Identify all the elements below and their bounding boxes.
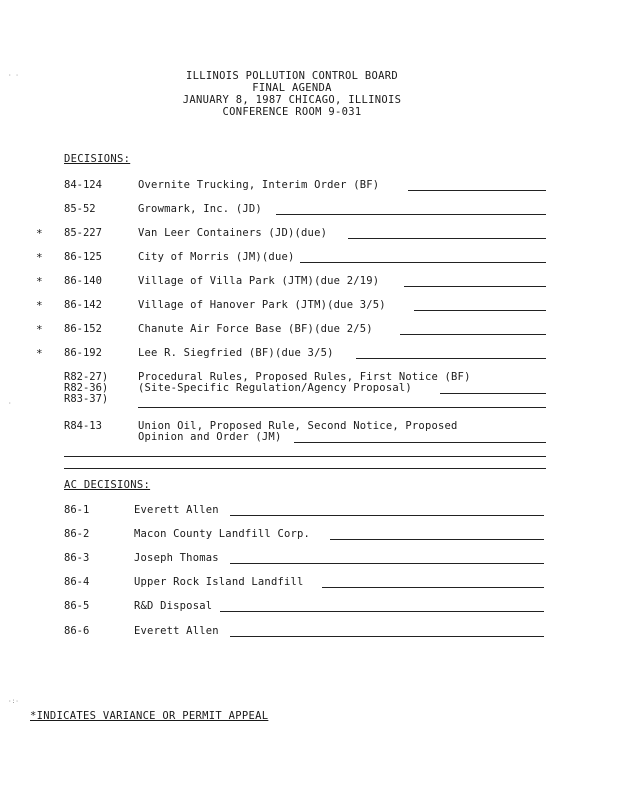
signature-line: [220, 611, 544, 612]
docket-number: 86-1: [64, 504, 90, 516]
docket-number: R84-13: [64, 420, 102, 432]
case-title: Van Leer Containers (JD)(due): [138, 227, 328, 239]
docket-number: 86-152: [64, 323, 102, 335]
signature-line: [440, 393, 546, 394]
docket-number: 85-52: [64, 203, 96, 215]
docket-number: 86-4: [64, 576, 90, 588]
signature-line: [138, 407, 546, 408]
case-title: Village of Villa Park (JTM)(due 2/19): [138, 275, 380, 287]
docket-number: R82-27): [64, 371, 109, 383]
case-title: Overnite Trucking, Interim Order (BF): [138, 179, 380, 191]
case-title: Joseph Thomas: [134, 552, 219, 564]
signature-line: [230, 636, 544, 637]
case-title: Procedural Rules, Proposed Rules, First Notice (BF): [138, 371, 471, 383]
case-title: Union Oil, Proposed Rule, Second Notice, Proposed: [138, 420, 458, 432]
docket-number: 84-124: [64, 179, 102, 191]
case-title: Chanute Air Force Base (BF)(due 2/5): [138, 323, 373, 335]
signature-line: [276, 214, 546, 215]
docket-number: 86-5: [64, 600, 90, 612]
docket-number: 86-192: [64, 347, 102, 359]
signature-line: [400, 334, 546, 335]
header-room: CONFERENCE ROOM 9-031: [222, 106, 362, 118]
variance-marker: *: [36, 347, 43, 360]
decisions-heading: DECISIONS:: [64, 153, 131, 165]
ac-decisions-heading: AC DECISIONS:: [64, 479, 151, 491]
scan-speck: ·:·: [8, 698, 19, 705]
header-subtitle: FINAL AGENDA: [252, 82, 332, 94]
docket-number: 86-2: [64, 528, 90, 540]
signature-line: [322, 587, 544, 588]
case-title-continued: (Site-Specific Regulation/Agency Proposal): [138, 382, 412, 394]
docket-number: R83-37): [64, 393, 109, 405]
signature-line: [414, 310, 546, 311]
signature-line: [230, 563, 544, 564]
case-title: Upper Rock Island Landfill: [134, 576, 304, 588]
header-title: ILLINOIS POLLUTION CONTROL BOARD: [186, 70, 398, 82]
signature-line: [64, 456, 546, 457]
signature-line: [408, 190, 546, 191]
scan-speck: · ·: [8, 72, 19, 79]
signature-line: [64, 468, 546, 469]
variance-marker: *: [36, 275, 43, 288]
docket-number: 86-125: [64, 251, 102, 263]
docket-number: 86-6: [64, 625, 90, 637]
variance-marker: *: [36, 299, 43, 312]
footer-note: *INDICATES VARIANCE OR PERMIT APPEAL: [30, 710, 269, 722]
variance-marker: *: [36, 251, 43, 264]
signature-line: [300, 262, 546, 263]
docket-number: 86-142: [64, 299, 102, 311]
case-title: Village of Hanover Park (JTM)(due 3/5): [138, 299, 386, 311]
variance-marker: *: [36, 323, 43, 336]
docket-number: 86-3: [64, 552, 90, 564]
case-title: R&D Disposal: [134, 600, 213, 612]
signature-line: [348, 238, 546, 239]
case-title: Lee R. Siegfried (BF)(due 3/5): [138, 347, 334, 359]
docket-number: 85-227: [64, 227, 102, 239]
docket-number: R82-36): [64, 382, 109, 394]
header-date-location: JANUARY 8, 1987 CHICAGO, ILLINOIS: [182, 94, 402, 106]
variance-marker: *: [36, 227, 43, 240]
case-title: Macon County Landfill Corp.: [134, 528, 311, 540]
signature-line: [404, 286, 546, 287]
scan-speck: ·: [8, 400, 12, 407]
signature-line: [330, 539, 544, 540]
case-title: Growmark, Inc. (JD): [138, 203, 262, 215]
signature-line: [356, 358, 546, 359]
case-title: City of Morris (JM)(due): [138, 251, 295, 263]
docket-number: 86-140: [64, 275, 102, 287]
case-title-continued: Opinion and Order (JM): [138, 431, 282, 443]
case-title: Everett Allen: [134, 504, 219, 516]
signature-line: [294, 442, 546, 443]
signature-line: [230, 515, 544, 516]
case-title: Everett Allen: [134, 625, 219, 637]
